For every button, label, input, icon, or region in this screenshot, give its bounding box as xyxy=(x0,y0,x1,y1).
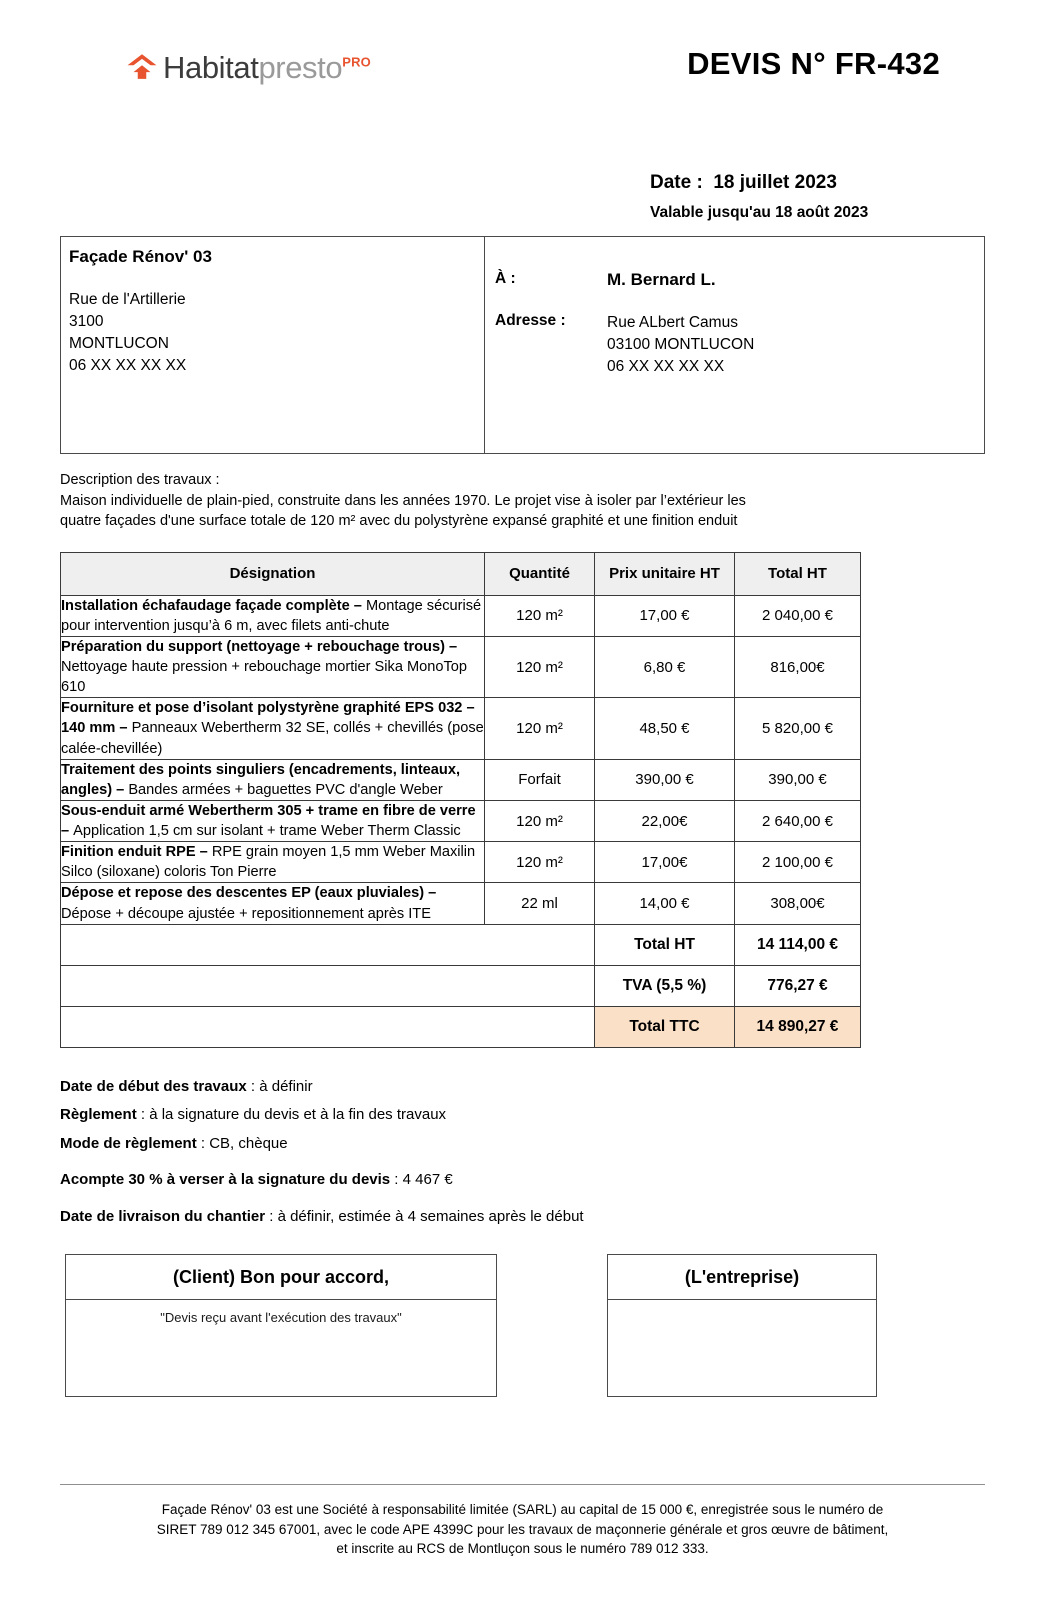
totals-spacer xyxy=(61,965,595,1006)
document-header xyxy=(60,0,985,114)
cell-quantity: 120 m² xyxy=(485,636,595,697)
client-address-label: Adresse : xyxy=(495,312,566,329)
cell-total: 390,00 € xyxy=(735,759,861,800)
cell-designation xyxy=(61,595,485,636)
company-street: Rue de l'Artillerie xyxy=(69,291,186,308)
totals-row xyxy=(61,1006,861,1047)
client-address-row xyxy=(495,312,984,378)
totals-value: 14 114,00 € xyxy=(735,924,861,965)
client-address-street: Rue ALbert Camus xyxy=(607,314,738,331)
cell-unit-price: 22,00€ xyxy=(595,800,735,841)
cell-quantity: 120 m² xyxy=(485,842,595,883)
company-city: MONTLUCON xyxy=(69,335,169,352)
table-header-row xyxy=(61,552,861,595)
cell-total: 2 040,00 € xyxy=(735,595,861,636)
client-name: M. Bernard L. xyxy=(607,270,716,289)
totals-label: TVA (5,5 %) xyxy=(595,965,735,1006)
designation-detail: Bandes armées + baguettes PVC d'angle Weber xyxy=(128,781,443,798)
totals-row xyxy=(61,924,861,965)
totals-spacer xyxy=(61,1006,595,1047)
parties-box xyxy=(60,236,985,454)
company-name: Façade Rénov' 03 xyxy=(69,247,212,266)
designation-title: Fourniture et pose d’isolant polystyrène graphité EPS 032 – 140 mm – xyxy=(61,700,475,737)
legal-footer-line-3: et inscrite au RCS de Montluçon sous le numéro 789 012 333. xyxy=(336,1541,709,1557)
cell-quantity: 120 m² xyxy=(485,595,595,636)
logo-presto-text: presto xyxy=(258,49,343,85)
client-signature-note: "Devis reçu avant l'exécution des travaux" xyxy=(160,1310,402,1326)
footer-divider xyxy=(60,1484,985,1485)
date-block xyxy=(60,172,985,222)
client-signature-box[interactable] xyxy=(65,1254,497,1397)
quote-items-table xyxy=(60,552,861,1048)
designation-title: Préparation du support (nettoyage + rebouchage trous) – xyxy=(61,638,458,655)
cell-designation xyxy=(61,842,485,883)
cell-total: 2 100,00 € xyxy=(735,842,861,883)
term-payment-method xyxy=(60,1133,985,1156)
date-label: Date : xyxy=(650,172,703,193)
terms-section xyxy=(60,1076,985,1229)
cell-total: 5 820,00 € xyxy=(735,698,861,759)
designation-detail: Panneaux Webertherm 32 SE, collés + chevillés (pose calée-chevillée) xyxy=(61,720,484,757)
works-description-title: Description des travaux : xyxy=(60,472,220,488)
table-row xyxy=(61,759,861,800)
cell-unit-price: 17,00 € xyxy=(595,595,735,636)
header-unit-price: Prix unitaire HT xyxy=(595,552,735,595)
term-start-date-label: Date de début des travaux xyxy=(60,1077,247,1095)
designation-detail: Dépose + découpe ajustée + repositionnement après ITE xyxy=(61,905,431,922)
date-value: 18 juillet 2023 xyxy=(713,172,837,193)
header-quantity: Quantité xyxy=(485,552,595,595)
cell-quantity: 22 ml xyxy=(485,883,595,924)
cell-quantity: 120 m² xyxy=(485,698,595,759)
works-description-line-2: quatre façades d'une surface totale de 120 m² avec du polystyrène expansé graphité et une finition enduit xyxy=(60,513,738,530)
cell-quantity: Forfait xyxy=(485,759,595,800)
company-signature-box[interactable] xyxy=(607,1254,877,1397)
works-description xyxy=(60,470,985,532)
designation-title: Installation échafaudage façade complète – xyxy=(61,597,366,614)
term-payment-method-value: : CB, chèque xyxy=(196,1134,288,1152)
term-payment-value: : à la signature du devis et à la fin des travaux xyxy=(136,1106,447,1124)
client-to-label: À : xyxy=(495,270,516,287)
cell-total: 2 640,00 € xyxy=(735,800,861,841)
client-address-lines xyxy=(607,312,754,378)
designation-title: Traitement des points singuliers (encadrements, linteaux, angles) – xyxy=(61,761,461,798)
company-signature-title: (L'entreprise) xyxy=(608,1255,876,1300)
term-payment xyxy=(60,1104,985,1127)
designation-detail: Application 1,5 cm sur isolant + trame Weber Therm Classic xyxy=(73,823,461,840)
cell-unit-price: 17,00€ xyxy=(595,842,735,883)
house-chevron-icon xyxy=(125,50,159,84)
designation-detail: Nettoyage haute pression + rebouchage mortier Sika MonoTop 610 xyxy=(61,659,468,696)
term-delivery-value: : à définir, estimée à 4 semaines après le début xyxy=(265,1207,584,1225)
term-deposit-label: Acompte 30 % à verser à la signature du devis xyxy=(60,1171,391,1189)
cell-designation xyxy=(61,636,485,697)
term-start-date xyxy=(60,1076,985,1099)
signature-section xyxy=(60,1254,985,1397)
term-delivery-label: Date de livraison du chantier xyxy=(60,1207,266,1225)
cell-designation xyxy=(61,883,485,924)
company-postal-code: 3100 xyxy=(69,313,104,330)
company-phone: 06 XX XX XX XX xyxy=(69,357,187,374)
designation-title: Dépose et repose des descentes EP (eaux pluviales) – xyxy=(61,885,437,902)
term-deposit-value: : 4 467 € xyxy=(390,1171,453,1189)
table-row xyxy=(61,595,861,636)
designation-detail: RPE grain moyen 1,5 mm Weber Maxilin Silco (siloxane) coloris Ton Pierre xyxy=(61,844,476,881)
cell-designation xyxy=(61,698,485,759)
cell-designation xyxy=(61,800,485,841)
cell-unit-price: 6,80 € xyxy=(595,636,735,697)
client-to-row xyxy=(495,270,984,290)
company-signature-area[interactable] xyxy=(608,1300,876,1396)
term-start-date-value: : à définir xyxy=(246,1077,313,1095)
header-total: Total HT xyxy=(735,552,861,595)
legal-footer-line-1: Façade Rénov' 03 est une Société à responsabilité limitée (SARL) au capital de 15 000 €, enregistrée sous le numéro de xyxy=(161,1502,884,1517)
logo-wordmark xyxy=(163,49,371,85)
habitatpresto-logo xyxy=(125,50,371,84)
table-row xyxy=(61,636,861,697)
table-row xyxy=(61,800,861,841)
designation-title: Finition enduit RPE – xyxy=(61,844,212,861)
totals-value: 776,27 € xyxy=(735,965,861,1006)
client-signature-title: (Client) Bon pour accord, xyxy=(66,1255,496,1300)
legal-footer xyxy=(60,1500,985,1559)
cell-unit-price: 14,00 € xyxy=(595,883,735,924)
designation-detail: Montage sécurisé pour intervention jusqu’à 6 m, avec filets anti-chute xyxy=(61,597,482,634)
designation-title: Sous-enduit armé Webertherm 305 + trame en fibre de verre – xyxy=(61,802,476,840)
works-description-line-1: Maison individuelle de plain-pied, construite dans les années 1970. Le projet vise à isoler par l’extérieur les xyxy=(60,492,746,509)
cell-unit-price: 48,50 € xyxy=(595,698,735,759)
validity-text: Valable jusqu'au 18 août 2023 xyxy=(650,204,869,221)
page-title: DEVIS N° FR-432 xyxy=(687,46,940,81)
term-delivery xyxy=(60,1206,985,1229)
logo-habitat-text: Habitat xyxy=(163,49,259,85)
totals-value: 14 890,27 € xyxy=(735,1006,861,1047)
term-payment-method-label: Mode de règlement xyxy=(60,1134,197,1152)
totals-row xyxy=(61,965,861,1006)
term-deposit xyxy=(60,1169,985,1192)
cell-total: 308,00€ xyxy=(735,883,861,924)
cell-quantity: 120 m² xyxy=(485,800,595,841)
legal-footer-line-2: SIRET 789 012 345 67001, avec le code APE 4399C pour les travaux de maçonnerie générale et gros œuvre de bâtiment, xyxy=(156,1521,889,1537)
cell-total: 816,00€ xyxy=(735,636,861,697)
table-row xyxy=(61,883,861,924)
cell-designation xyxy=(61,759,485,800)
totals-label: Total HT xyxy=(595,924,735,965)
header-designation: Désignation xyxy=(61,552,485,595)
client-phone: 06 XX XX XX XX xyxy=(607,358,725,375)
logo-pro-badge: PRO xyxy=(342,54,371,70)
term-payment-label: Règlement xyxy=(60,1106,137,1124)
table-row xyxy=(61,698,861,759)
client-signature-area[interactable] xyxy=(66,1300,496,1396)
client-address-city: 03100 MONTLUCON xyxy=(607,336,755,353)
quote-date xyxy=(650,172,985,194)
totals-label: Total TTC xyxy=(595,1006,735,1047)
totals-spacer xyxy=(61,924,595,965)
company-block xyxy=(61,237,485,453)
client-block xyxy=(485,237,984,453)
table-row xyxy=(61,842,861,883)
cell-unit-price: 390,00 € xyxy=(595,759,735,800)
